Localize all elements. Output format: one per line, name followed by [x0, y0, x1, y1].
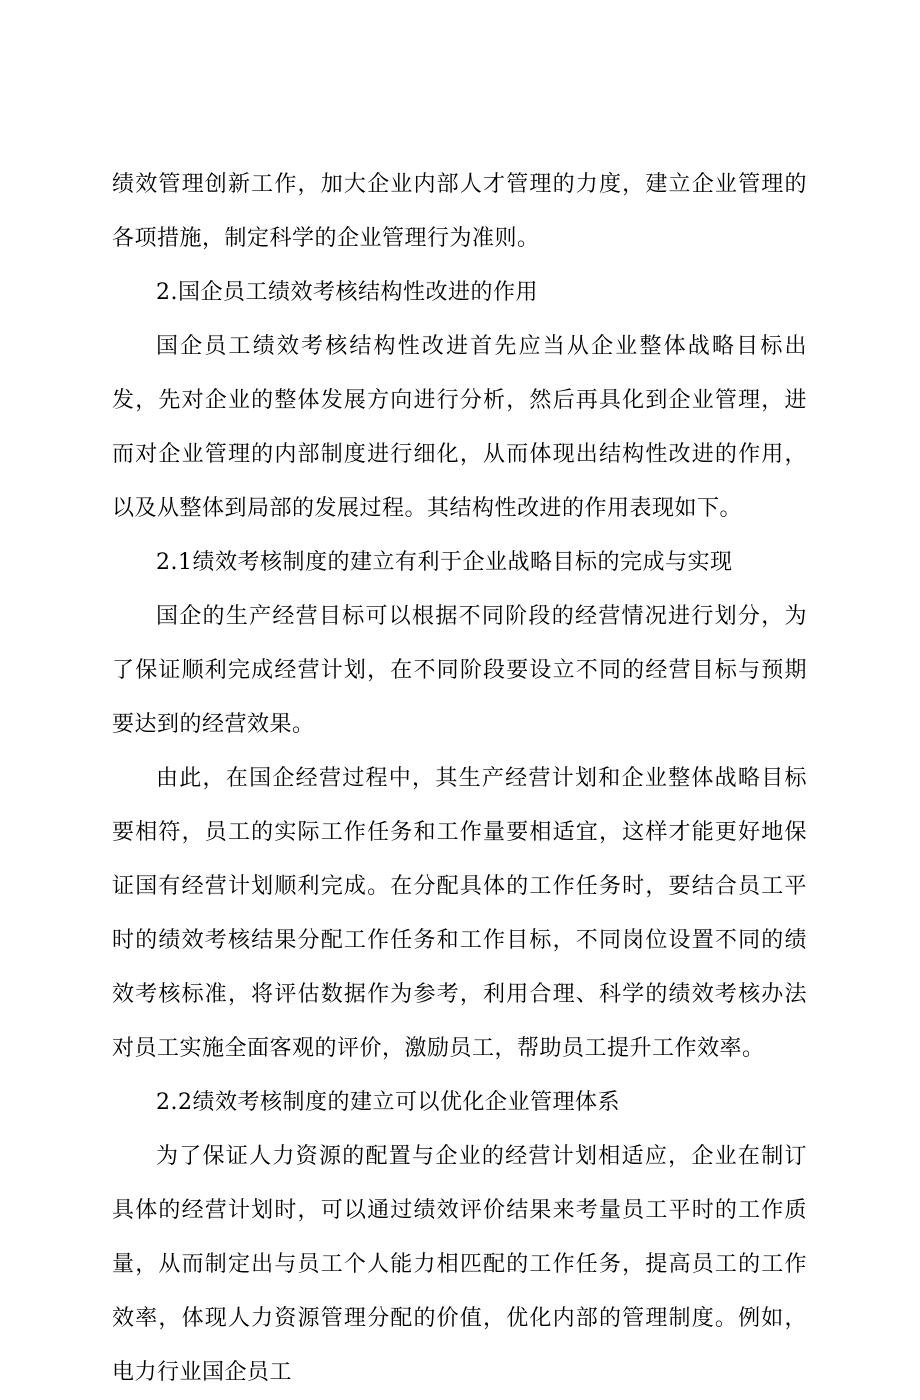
paragraph-continuation: 绩效管理创新工作，加大企业内部人才管理的力度，建立企业管理的各项措施，制定科学的企业管理行为准则。: [112, 172, 807, 251]
section-heading-2-1: 2.1绩效考核制度的建立有利于企业战略目标的完成与实现: [156, 550, 733, 575]
section-heading-2: 2.国企员工绩效考核结构性改进的作用: [156, 280, 538, 305]
paragraph-management-system: 为了保证人力资源的配置与企业的经营计划相适应，企业在制订具体的经营计划时，可以通过绩效评价结果来考量员工平时的工作质量，从而制定出与员工个人能力相匹配的工作任务，提高员工的工作效率，体现人力资源管理分配的价值，优化内部的管理制度。例如，电力行业国企员工: [112, 1144, 807, 1385]
paragraph-business-goals: 国企的生产经营目标可以根据不同阶段的经营情况进行划分，为了保证顺利完成经营计划，在不同阶段要设立不同的经营目标与预期要达到的经营效果。: [112, 604, 807, 737]
section-heading-2-2: 2.2绩效考核制度的建立可以优化企业管理体系: [156, 1090, 620, 1115]
paragraph-task-allocation: 由此，在国企经营过程中，其生产经营计划和企业整体战略目标要相符，员工的实际工作任务和工作量要相适宜，这样才能更好地保证国有经营计划顺利完成。在分配具体的工作任务时，要结合员工平时的绩效考核结果分配工作任务和工作目标，不同岗位设置不同的绩效考核标准，将评估数据作为参考，利用合理、科学的绩效考核办法对员工实施全面客观的评价，激励员工，帮助员工提升工作效率。: [112, 766, 807, 1061]
paragraph-structural-improvement: 国企员工绩效考核结构性改进首先应当从企业整体战略目标出发，先对企业的整体发展方向进行分析，然后再具化到企业管理，进而对企业管理的内部制度进行细化，从而体现出结构性改进的作用，以及从整体到局部的发展过程。其结构性改进的作用表现如下。: [112, 334, 807, 521]
document-page: [112, 158, 807, 1400]
